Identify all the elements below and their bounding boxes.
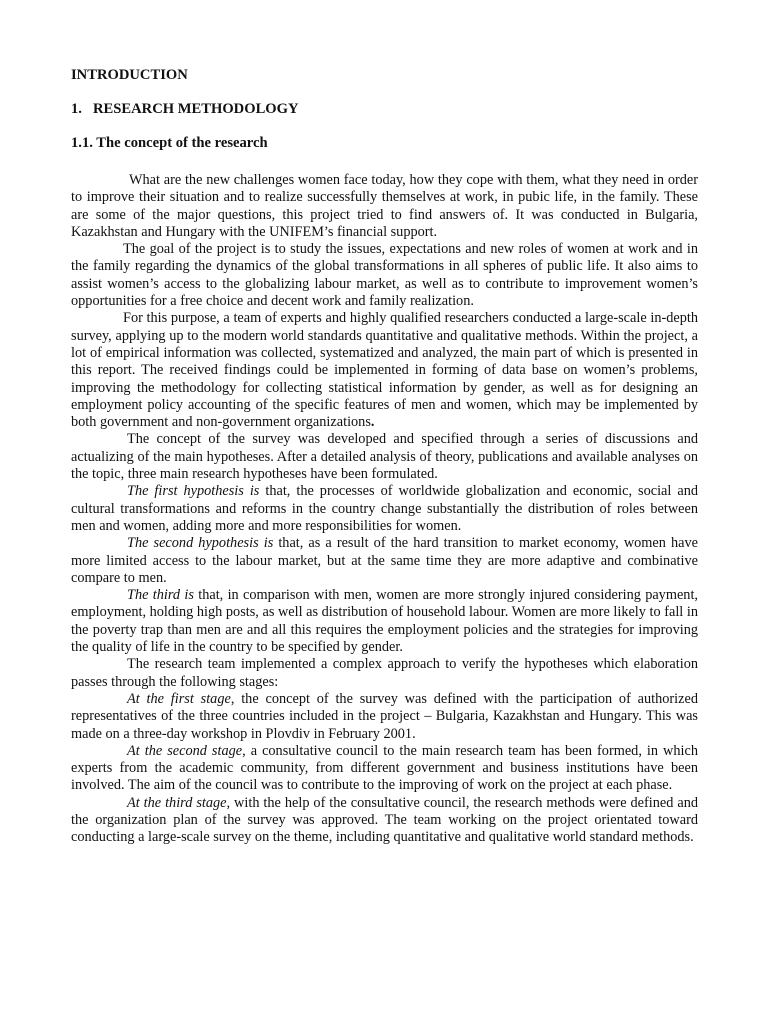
introduction-heading: INTRODUCTION [71, 67, 188, 83]
section-title: RESEARCH METHODOLOGY [93, 101, 299, 117]
first-stage-lead: At the first stage [127, 690, 231, 707]
paragraph-approach: The research team implemented a complex approach to verify the hypotheses which elaboration passes through the following stages: [71, 656, 698, 690]
third-stage-lead: At the third stage [127, 794, 227, 811]
second-stage-lead: At the second stage [127, 742, 243, 759]
section-heading [71, 100, 698, 118]
third-stage-text: , with the help of the consultative council, the research methods were defined and the organization plan of the survey was approved. The team working on the project orientated toward conducting a large-scale survey on the theme, including quantitative and qualitative world standard methods. [71, 794, 698, 846]
paragraph-purpose-text: For this purpose, a team of experts and highly qualified researchers conducted a large-scale in-depth survey, applying up to the modern world standards quantitative and qualitative methods. Within the project, a lot of empirical information was collected, systematized and analyzed, the main part of which is presented in this report. The received findings could be implemented in forming of data base on women’s problems, improving the methodology for collecting statistical information by gender, as well as for designing an employment policy accounting of the specific features of men and women, which may be implemented by both government and non-government organizations [71, 310, 698, 431]
body-text [71, 172, 698, 847]
second-stage-text: , a consultative council to the main research team has been formed, in which experts from the academic community, from different government and business institutions have been involved. The aim of the council was to contribute to the improving of work on the project at each phase. [71, 742, 698, 794]
third-hypothesis-text: that, in comparison with men, women are more strongly injured considering payment, employment, holding high posts, as well as distribution of household labour. Women are more likely to fall in the poverty trap than men are and all this requires the employment policies and the strategies for improving the quality of life in the country to be specified by gender. [71, 587, 698, 656]
second-hypothesis-lead: The second hypothesis is [127, 535, 274, 552]
paragraph-goal: The goal of the project is to study the issues, expectations and new roles of women at work and in the family regarding the dynamics of the global transformations in all spheres of public life. It also aims to assist women’s access to the globalizing labour market, as well as to contribute to improvement women’s opportunities for a free choice and decent work and family realization. [71, 241, 698, 310]
paragraph-challenges: What are the new challenges women face today, how they cope with them, what they need in order to improve their situation and to realize successfully themselves at work, in pubic life, in the family. These are some of the major questions, this project tried to find answers of. It was conducted in Bulgaria, Kazakhstan and Hungary with the UNIFEM’s financial support. [71, 172, 698, 240]
paragraph-purpose-end: . [370, 414, 375, 431]
paragraph-first-stage [71, 691, 698, 743]
subsection-heading: 1.1. The concept of the research [71, 135, 268, 151]
paragraph-purpose [71, 310, 698, 431]
paragraph-first-hypothesis [71, 483, 698, 535]
paragraph-second-stage [71, 743, 698, 795]
first-hypothesis-lead: The first hypothesis is [127, 483, 260, 500]
third-hypothesis-lead: The third is [127, 587, 194, 604]
section-number: 1. [71, 101, 82, 117]
paragraph-third-stage [71, 795, 698, 847]
first-hypothesis-text: that, the processes of worldwide globalization and economic, social and cultural transformations and reforms in the country change substantially the distribution of roles between men and women, adding more and more responsibilities for women. [71, 483, 699, 534]
paragraph-third-hypothesis [71, 587, 698, 656]
paragraph-concept: The concept of the survey was developed and specified through a series of discussions and actualizing of the main hypotheses. After a detailed analysis of theory, publications and available analyses on the topic, three main research hypotheses have been formulated. [71, 431, 698, 483]
second-hypothesis-text: that, as a result of the hard transition to market economy, women have more limited access to the labour market, but at the same time they are more adaptive and combinative compare to men. [71, 535, 698, 586]
first-stage-text: , the concept of the survey was defined with the participation of authorized representatives of the three countries included in the project – Bulgaria, Kazakhstan and Hungary. This was made on a three-day workshop in Plovdiv in February 2001. [71, 690, 698, 742]
paragraph-second-hypothesis [71, 535, 698, 587]
document-page [71, 66, 698, 847]
